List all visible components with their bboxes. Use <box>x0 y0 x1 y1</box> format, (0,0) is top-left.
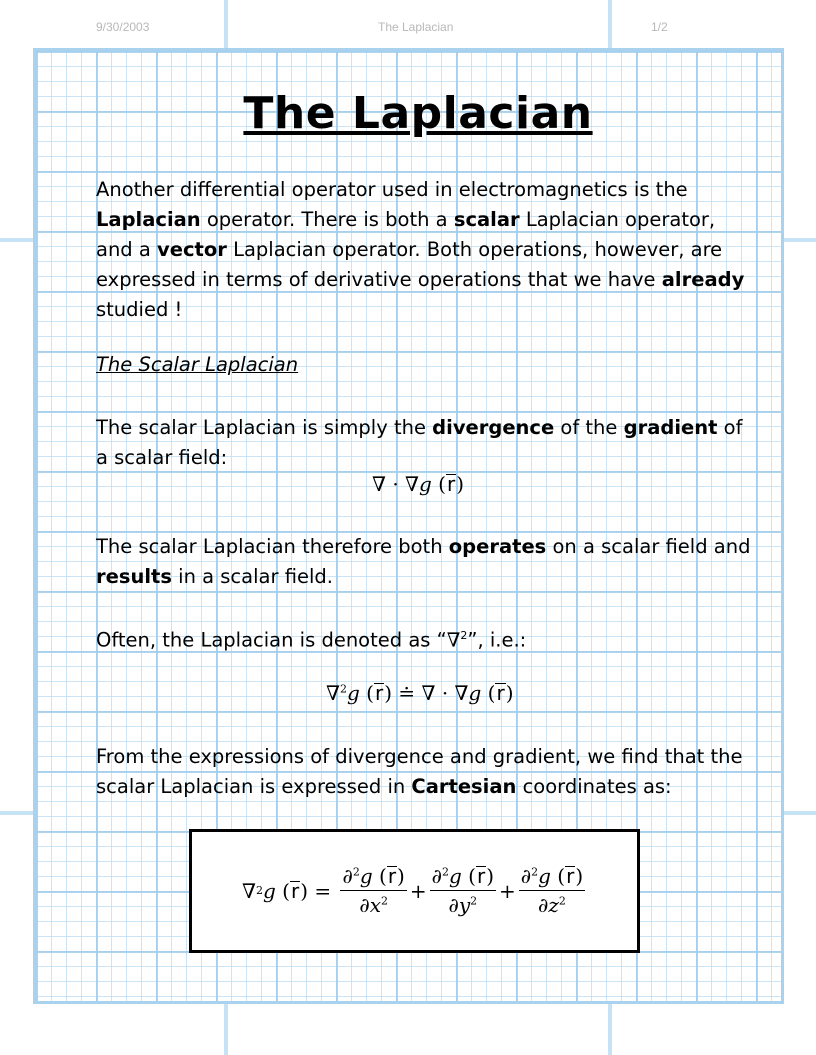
fraction-x: $\frac{\partial^2g (r)}{\partial x^2}$ <box>342 864 405 917</box>
cartesian-paragraph: From the expressions of divergence and gradient, we find that the scalar Laplacian is expressed in Cartesian coordinates as: <box>96 745 743 798</box>
fraction-y: $\frac{\partial^2g (r)}{\partial y^2}$ <box>431 864 494 917</box>
section-heading: The Scalar Laplacian <box>96 353 299 376</box>
equation-laplacian-definition: ∇$^2$g (r) ≐ ∇ · ∇g (r) <box>326 681 514 705</box>
operates-paragraph: The scalar Laplacian therefore both operates on a scalar field and results in a scalar field. <box>96 535 751 588</box>
equation-cartesian-laplacian: ∇ 2 g ( r ) = $\frac{\partial^2g (r)}{\partial x^2}$ + $\frac{\partial^2g (r)}{\partial y^2}$ + $\frac{\partial^2g (r)}{\partial z^2}$ <box>242 864 584 917</box>
intro-paragraph: Another differential operator used in electromagnetics is the Laplacian operator. There is both a scalar Laplacian operator, and a vector Laplacian operator. Both operations, however, are expressed in terms of derivative operations that we have already studied ! <box>96 178 745 321</box>
notation-paragraph: Often, the Laplacian is denoted as “∇$^2$”, i.e.: <box>96 628 527 652</box>
header-date: 9/30/2003 <box>96 20 150 34</box>
page-title: The Laplacian <box>243 88 593 139</box>
cartesian-laplacian-box <box>189 829 640 953</box>
header-page-number: 1/2 <box>651 20 668 34</box>
header-title: The Laplacian <box>378 20 454 34</box>
equation-divergence-gradient: ∇ · ∇g (r) <box>372 472 465 496</box>
fraction-z: $\frac{\partial^2g (r)}{\partial z^2}$ <box>520 864 584 917</box>
divergence-paragraph: The scalar Laplacian is simply the divergence of the gradient of a scalar field: <box>96 416 743 469</box>
